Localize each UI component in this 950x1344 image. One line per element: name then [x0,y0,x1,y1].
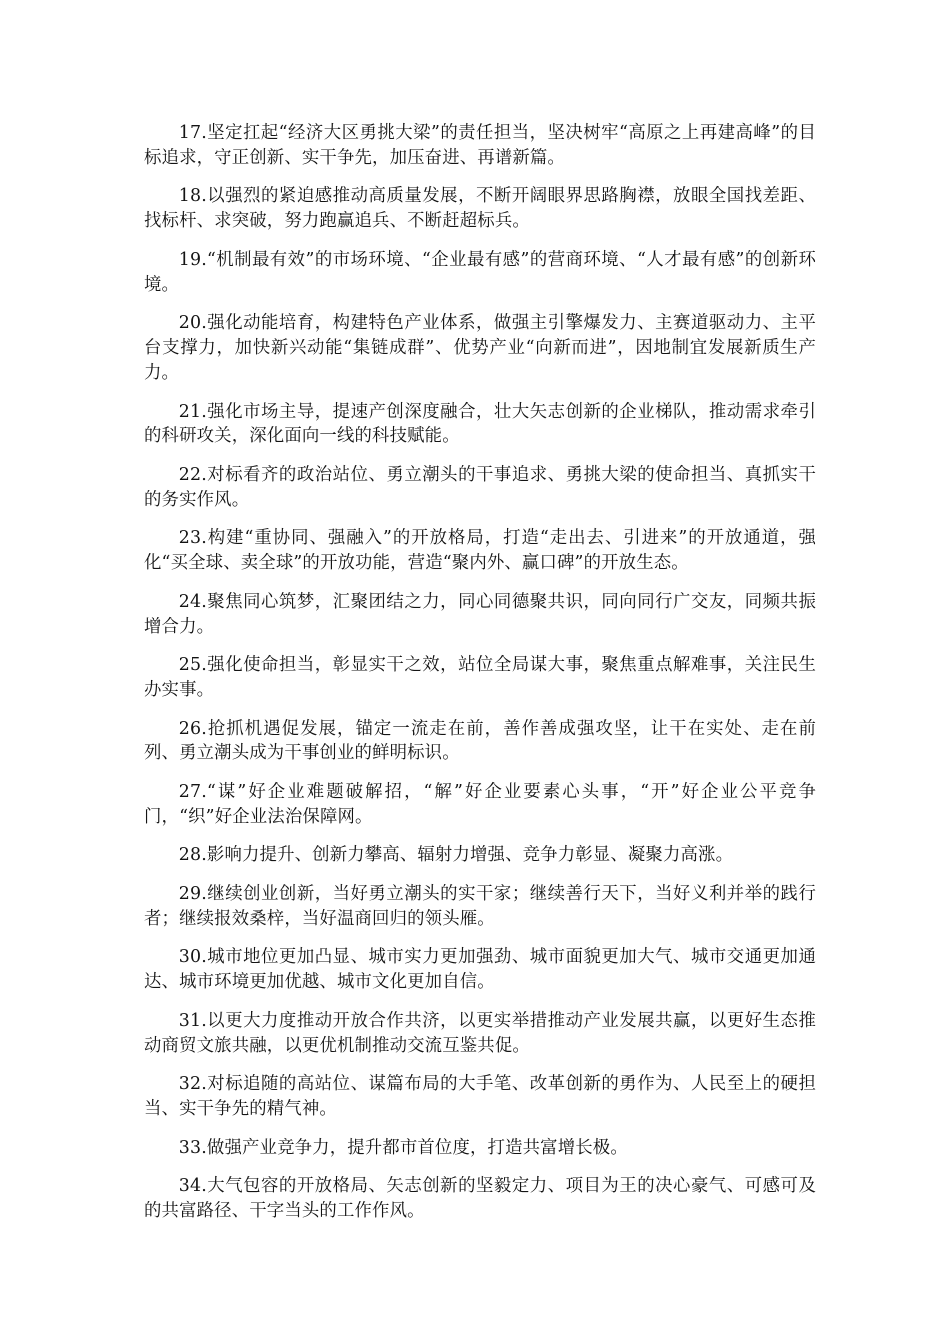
paragraph-33: 33.做强产业竞争力，提升都市首位度，打造共富增长极。 [178,1137,628,1158]
paragraph-17: 17.坚定扛起“经济大区勇挑大梁”的责任担当，坚决树牢“高原之上再建高峰”的目标追求，守正创新、实干争先，加压奋进、再谱新篇。 [144,123,816,168]
paragraph-34: 34.大气包容的开放格局、矢志创新的坚毅定力、项目为王的决心豪气、可感可及的共富路径、干字当头的工作作风。 [144,1176,816,1221]
document-body [144,121,816,1237]
paragraph-25: 25.强化使命担当，彰显实干之效，站位全局谋大事，聚焦重点解难事，关注民生办实事。 [144,655,816,701]
paragraph-30: 30.城市地位更加凸显、城市实力更加强劲、城市面貌更加大气、城市交通更加通达、城市环境更加优越、城市文化更加自信。 [144,947,816,993]
paragraph-28: 28.影响力提升、创新力攀高、辐射力增强、竞争力彰显、凝聚力高涨。 [178,845,734,866]
paragraph-32: 32.对标追随的高站位、谋篇布局的大手笔、改革创新的勇作为、人民至上的硬担当、实干争先的精气神。 [144,1074,816,1119]
paragraph-26: 26.抢抓机遇促发展，锚定一流走在前，善作善成强攻坚，让干在实处、走在前列、勇立潮头成为干事创业的鲜明标识。 [144,718,816,764]
paragraph-29: 29.继续创业创新，当好勇立潮头的实干家；继续善行天下，当好义利并举的践行者；继续报效桑梓，当好温商回归的领头雁。 [144,883,816,929]
paragraph-27: 27.“谋”好企业难题破解招，“解”好企业要素心头事，“开”好企业公平竞争门，“织”好企业法治保障网。 [144,781,816,827]
paragraph-23: 23.构建“重协同、强融入”的开放格局，打造“走出去、引进来”的开放通道，强化“买全球、卖全球”的开放功能，营造“聚内外、赢口碑”的开放生态。 [144,528,816,574]
paragraph-24: 24.聚焦同心筑梦，汇聚团结之力，同心同德聚共识，同向同行广交友，同频共振增合力。 [144,591,816,637]
paragraph-31: 31.以更大力度推动开放合作共济，以更实举措推动产业发展共赢，以更好生态推动商贸文旅共融，以更优机制推动交流互鉴共促。 [144,1010,816,1056]
paragraph-21: 21.强化市场主导，提速产创深度融合，壮大矢志创新的企业梯队，推动需求牵引的科研攻关，深化面向一线的科技赋能。 [144,401,816,447]
paragraph-19: 19.“机制最有效”的市场环境、“企业最有感”的营商环境、“人才最有感”的创新环境。 [144,249,816,295]
paragraph-18: 18.以强烈的紧迫感推动高质量发展，不断开阔眼界思路胸襟，放眼全国找差距、找标杆、求突破，努力跑赢追兵、不断赶超标兵。 [144,186,816,232]
paragraph-22: 22.对标看齐的政治站位、勇立潮头的干事追求、勇挑大梁的使命担当、真抓实干的务实作风。 [144,464,816,510]
paragraph-20: 20.强化动能培育，构建特色产业体系，做强主引擎爆发力、主赛道驱动力、主平台支撑力，加快新兴动能“集链成群”、优势产业“向新而进”，因地制宜发展新质生产力。 [144,313,816,384]
